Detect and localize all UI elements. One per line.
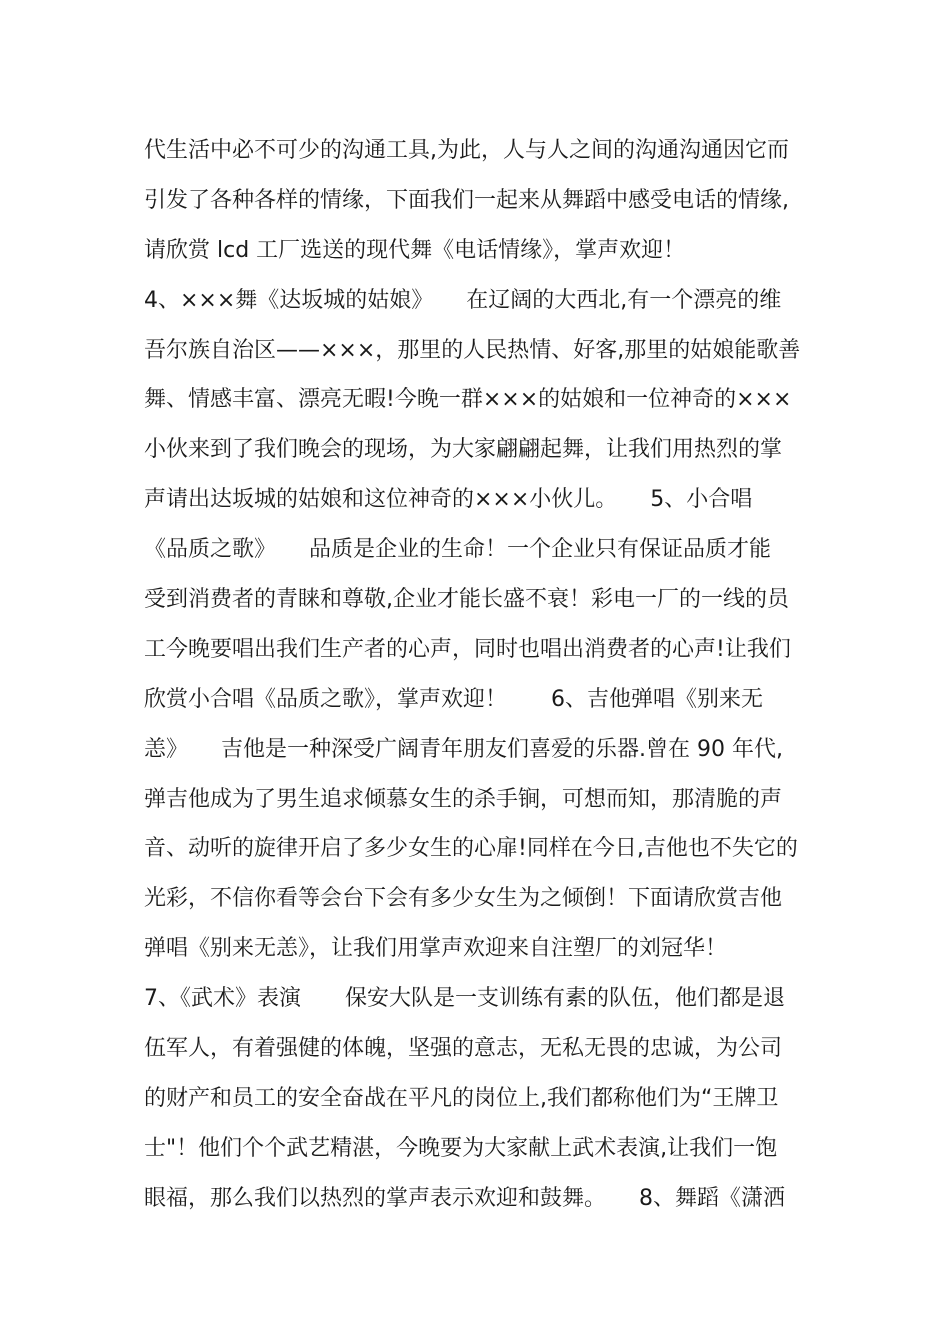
text-line: 7、《武术》表演 保安大队是一支训练有素的队伍，他们都是退: [144, 986, 785, 1012]
text-line: 舞、情感丰富、漂亮无暇!今晚一群×××的姑娘和一位神奇的×××: [144, 387, 792, 413]
text-line: 《品质之歌》 品质是企业的生命！一个企业只有保证品质才能: [144, 537, 772, 563]
text-line: 工今晚要唱出我们生产者的心声，同时也唱出消费者的心声!让我们: [144, 636, 791, 662]
text-line: 代生活中必不可少的沟通工具,为此，人与人之间的沟通沟通因它而: [144, 138, 789, 163]
text-line: 士"！他们个个武艺精湛，今晚要为大家献上武术表演,让我们一饱: [144, 1135, 778, 1161]
text-line: 音、动听的旋律开启了多少女生的心扉!同样在今日,吉他也不失它的: [144, 836, 798, 862]
text-line: 恙》 吉他是一种深受广阔青年朋友们喜爱的乐器.曾在 90 年代,: [144, 736, 783, 762]
text-line: 受到消费者的青睐和尊敬,企业才能长盛不衰！彩电一厂的一线的员: [144, 587, 789, 613]
text-line: 欣赏小合唱《品质之歌》，掌声欢迎！ 6、吉他弹唱《别来无: [144, 686, 763, 712]
text-line: 的财产和员工的安全奋战在平凡的岗位上,我们都称他们为“王牌卫: [144, 1085, 779, 1111]
text-line: 伍军人，有着强健的体魄，坚强的意志，无私无畏的忠诚，为公司: [144, 1036, 783, 1062]
text-line: 小伙来到了我们晚会的现场，为大家翩翩起舞，让我们用热烈的掌: [144, 437, 783, 463]
text-line: 引发了各种各样的情缘，下面我们一起来从舞蹈中感受电话的情缘,: [144, 187, 789, 213]
text-line: 眼福，那么我们以热烈的掌声表示欢迎和鼓舞。 8、舞蹈《潇洒: [144, 1185, 785, 1211]
text-line: 弹唱《别来无恙》，让我们用掌声欢迎来自注塑厂的刘冠华！: [144, 936, 728, 962]
text-line: 请欣赏 lcd 工厂选送的现代舞《电话情缘》，掌声欢迎！: [144, 237, 686, 263]
text-line: 弹吉他成为了男生追求倾慕女生的杀手锏，可想而知，那清脆的声: [144, 786, 783, 812]
body-text: [144, 126, 816, 1224]
text-line: 光彩，不信你看等会台下会有多少女生为之倾倒！下面请欣赏吉他: [144, 886, 783, 912]
text-line: 吾尔族自治区——×××，那里的人民热情、好客,那里的姑娘能歌善: [144, 337, 801, 363]
text-line: 4、×××舞《达坂城的姑娘》 在辽阔的大西北,有一个漂亮的维: [144, 287, 782, 313]
text-line: 声请出达坂城的姑娘和这位神奇的×××小伙儿。 5、小合唱: [144, 487, 753, 513]
